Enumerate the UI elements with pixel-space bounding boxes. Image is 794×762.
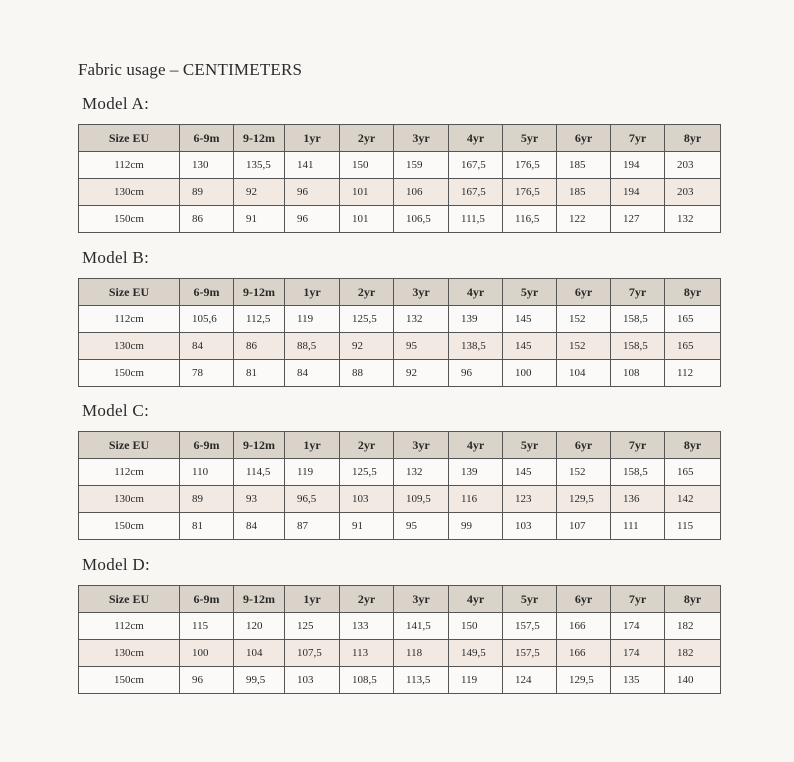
fabric-value-cell: 139 [449, 459, 503, 486]
fabric-value-cell: 84 [234, 513, 285, 540]
fabric-value-cell: 99,5 [234, 667, 285, 694]
fabric-value-cell: 93 [234, 486, 285, 513]
fabric-value-cell: 203 [665, 152, 721, 179]
header-row [79, 586, 721, 613]
column-header-age: 7yr [611, 586, 665, 613]
column-header-age: 3yr [394, 125, 449, 152]
row-size-label: 130cm [79, 640, 180, 667]
column-header-age: 2yr [340, 279, 394, 306]
fabric-value-cell: 95 [394, 513, 449, 540]
fabric-value-cell: 127 [611, 206, 665, 233]
column-header-age: 8yr [665, 279, 721, 306]
column-header-age: 3yr [394, 279, 449, 306]
table-row [79, 640, 721, 667]
fabric-value-cell: 91 [234, 206, 285, 233]
table-row [79, 486, 721, 513]
fabric-value-cell: 100 [180, 640, 234, 667]
column-header-age: 5yr [503, 125, 557, 152]
table-row [79, 206, 721, 233]
fabric-value-cell: 78 [180, 360, 234, 387]
column-header-age: 4yr [449, 125, 503, 152]
row-size-label: 150cm [79, 360, 180, 387]
column-header-age: 9-12m [234, 586, 285, 613]
fabric-value-cell: 99 [449, 513, 503, 540]
column-header-age: 8yr [665, 125, 721, 152]
fabric-value-cell: 182 [665, 613, 721, 640]
fabric-value-cell: 176,5 [503, 152, 557, 179]
column-header-age: 4yr [449, 586, 503, 613]
fabric-value-cell: 112 [665, 360, 721, 387]
row-size-label: 130cm [79, 486, 180, 513]
fabric-value-cell: 118 [394, 640, 449, 667]
fabric-value-cell: 132 [665, 206, 721, 233]
fabric-value-cell: 166 [557, 640, 611, 667]
row-size-label: 150cm [79, 513, 180, 540]
model-c-label: Model C: [82, 401, 150, 420]
fabric-value-cell: 159 [394, 152, 449, 179]
fabric-value-cell: 185 [557, 179, 611, 206]
column-header-age: 1yr [285, 125, 340, 152]
fabric-value-cell: 107 [557, 513, 611, 540]
row-size-label: 150cm [79, 667, 180, 694]
fabric-value-cell: 176,5 [503, 179, 557, 206]
fabric-value-cell: 105,6 [180, 306, 234, 333]
column-header-age: 4yr [449, 432, 503, 459]
fabric-value-cell: 174 [611, 640, 665, 667]
fabric-value-cell: 152 [557, 459, 611, 486]
fabric-value-cell: 103 [340, 486, 394, 513]
fabric-value-cell: 104 [234, 640, 285, 667]
fabric-value-cell: 203 [665, 179, 721, 206]
fabric-value-cell: 103 [503, 513, 557, 540]
fabric-value-cell: 116 [449, 486, 503, 513]
fabric-value-cell: 165 [665, 333, 721, 360]
column-header-age: 6-9m [180, 125, 234, 152]
fabric-value-cell: 141,5 [394, 613, 449, 640]
fabric-value-cell: 129,5 [557, 667, 611, 694]
fabric-value-cell: 129,5 [557, 486, 611, 513]
table-row [79, 333, 721, 360]
column-header-age: 6yr [557, 125, 611, 152]
fabric-value-cell: 150 [340, 152, 394, 179]
table-row [79, 360, 721, 387]
header-row [79, 125, 721, 152]
column-header-age: 7yr [611, 279, 665, 306]
fabric-value-cell: 96 [449, 360, 503, 387]
model-a-label: Model A: [82, 94, 150, 113]
fabric-value-cell: 194 [611, 152, 665, 179]
fabric-value-cell: 119 [285, 306, 340, 333]
fabric-value-cell: 122 [557, 206, 611, 233]
fabric-value-cell: 114,5 [234, 459, 285, 486]
column-header-age: 5yr [503, 432, 557, 459]
model-c-table [78, 431, 721, 540]
column-header-size: Size EU [79, 586, 180, 613]
fabric-value-cell: 88 [340, 360, 394, 387]
fabric-value-cell: 96 [285, 206, 340, 233]
column-header-age: 8yr [665, 432, 721, 459]
fabric-value-cell: 109,5 [394, 486, 449, 513]
column-header-age: 6-9m [180, 586, 234, 613]
column-header-age: 9-12m [234, 432, 285, 459]
fabric-value-cell: 142 [665, 486, 721, 513]
fabric-value-cell: 92 [340, 333, 394, 360]
table-row [79, 513, 721, 540]
fabric-value-cell: 112,5 [234, 306, 285, 333]
column-header-age: 9-12m [234, 125, 285, 152]
fabric-value-cell: 136 [611, 486, 665, 513]
fabric-value-cell: 145 [503, 459, 557, 486]
fabric-value-cell: 113,5 [394, 667, 449, 694]
row-size-label: 130cm [79, 179, 180, 206]
column-header-age: 6yr [557, 432, 611, 459]
fabric-value-cell: 104 [557, 360, 611, 387]
column-header-age: 3yr [394, 432, 449, 459]
fabric-value-cell: 157,5 [503, 613, 557, 640]
row-size-label: 112cm [79, 613, 180, 640]
fabric-value-cell: 149,5 [449, 640, 503, 667]
fabric-value-cell: 145 [503, 333, 557, 360]
row-size-label: 112cm [79, 459, 180, 486]
fabric-value-cell: 150 [449, 613, 503, 640]
fabric-value-cell: 87 [285, 513, 340, 540]
row-size-label: 112cm [79, 152, 180, 179]
fabric-value-cell: 141 [285, 152, 340, 179]
fabric-value-cell: 166 [557, 613, 611, 640]
fabric-value-cell: 182 [665, 640, 721, 667]
column-header-age: 2yr [340, 586, 394, 613]
column-header-age: 4yr [449, 279, 503, 306]
column-header-age: 2yr [340, 432, 394, 459]
fabric-value-cell: 96 [285, 179, 340, 206]
fabric-value-cell: 108 [611, 360, 665, 387]
fabric-value-cell: 86 [234, 333, 285, 360]
model-d-label: Model D: [82, 555, 151, 574]
column-header-age: 6yr [557, 279, 611, 306]
column-header-size: Size EU [79, 279, 180, 306]
fabric-value-cell: 140 [665, 667, 721, 694]
fabric-value-cell: 115 [665, 513, 721, 540]
fabric-value-cell: 86 [180, 206, 234, 233]
fabric-value-cell: 113 [340, 640, 394, 667]
fabric-value-cell: 132 [394, 306, 449, 333]
fabric-value-cell: 157,5 [503, 640, 557, 667]
model-b-table [78, 278, 721, 387]
table-row [79, 613, 721, 640]
fabric-value-cell: 125 [285, 613, 340, 640]
fabric-value-cell: 194 [611, 179, 665, 206]
fabric-value-cell: 152 [557, 333, 611, 360]
fabric-value-cell: 165 [665, 459, 721, 486]
fabric-value-cell: 111,5 [449, 206, 503, 233]
fabric-value-cell: 174 [611, 613, 665, 640]
fabric-value-cell: 185 [557, 152, 611, 179]
column-header-size: Size EU [79, 125, 180, 152]
row-size-label: 130cm [79, 333, 180, 360]
fabric-value-cell: 84 [285, 360, 340, 387]
fabric-value-cell: 91 [340, 513, 394, 540]
fabric-value-cell: 103 [285, 667, 340, 694]
table-row [79, 306, 721, 333]
fabric-value-cell: 167,5 [449, 152, 503, 179]
column-header-age: 6-9m [180, 432, 234, 459]
column-header-size: Size EU [79, 432, 180, 459]
fabric-value-cell: 107,5 [285, 640, 340, 667]
fabric-value-cell: 138,5 [449, 333, 503, 360]
table-row [79, 667, 721, 694]
fabric-value-cell: 125,5 [340, 459, 394, 486]
column-header-age: 6-9m [180, 279, 234, 306]
table-row [79, 152, 721, 179]
fabric-value-cell: 135 [611, 667, 665, 694]
model-d-table [78, 585, 721, 694]
fabric-value-cell: 108,5 [340, 667, 394, 694]
column-header-age: 6yr [557, 586, 611, 613]
fabric-value-cell: 119 [285, 459, 340, 486]
fabric-value-cell: 96 [180, 667, 234, 694]
table-row [79, 179, 721, 206]
header-row [79, 432, 721, 459]
fabric-value-cell: 111 [611, 513, 665, 540]
table-row [79, 459, 721, 486]
fabric-value-cell: 96,5 [285, 486, 340, 513]
column-header-age: 8yr [665, 586, 721, 613]
fabric-value-cell: 95 [394, 333, 449, 360]
fabric-value-cell: 92 [234, 179, 285, 206]
fabric-value-cell: 124 [503, 667, 557, 694]
model-b-label: Model B: [82, 248, 150, 267]
column-header-age: 7yr [611, 432, 665, 459]
title-unit: CENTIMETERS [182, 60, 303, 79]
fabric-value-cell: 135,5 [234, 152, 285, 179]
row-size-label: 112cm [79, 306, 180, 333]
fabric-value-cell: 133 [340, 613, 394, 640]
fabric-value-cell: 158,5 [611, 459, 665, 486]
page-title [78, 60, 302, 80]
fabric-value-cell: 116,5 [503, 206, 557, 233]
fabric-value-cell: 139 [449, 306, 503, 333]
column-header-age: 1yr [285, 279, 340, 306]
column-header-age: 2yr [340, 125, 394, 152]
fabric-value-cell: 158,5 [611, 306, 665, 333]
fabric-value-cell: 123 [503, 486, 557, 513]
title-prefix: Fabric usage – [78, 60, 183, 79]
fabric-value-cell: 89 [180, 486, 234, 513]
fabric-value-cell: 100 [503, 360, 557, 387]
fabric-value-cell: 165 [665, 306, 721, 333]
fabric-value-cell: 88,5 [285, 333, 340, 360]
fabric-value-cell: 81 [234, 360, 285, 387]
column-header-age: 9-12m [234, 279, 285, 306]
fabric-value-cell: 110 [180, 459, 234, 486]
fabric-value-cell: 158,5 [611, 333, 665, 360]
column-header-age: 3yr [394, 586, 449, 613]
fabric-value-cell: 81 [180, 513, 234, 540]
column-header-age: 5yr [503, 586, 557, 613]
fabric-value-cell: 84 [180, 333, 234, 360]
fabric-value-cell: 167,5 [449, 179, 503, 206]
fabric-value-cell: 132 [394, 459, 449, 486]
column-header-age: 5yr [503, 279, 557, 306]
column-header-age: 1yr [285, 586, 340, 613]
fabric-value-cell: 119 [449, 667, 503, 694]
fabric-value-cell: 101 [340, 179, 394, 206]
fabric-value-cell: 101 [340, 206, 394, 233]
fabric-value-cell: 125,5 [340, 306, 394, 333]
fabric-value-cell: 115 [180, 613, 234, 640]
fabric-value-cell: 92 [394, 360, 449, 387]
model-a-table [78, 124, 721, 233]
fabric-value-cell: 152 [557, 306, 611, 333]
row-size-label: 150cm [79, 206, 180, 233]
fabric-value-cell: 106,5 [394, 206, 449, 233]
fabric-value-cell: 120 [234, 613, 285, 640]
fabric-value-cell: 130 [180, 152, 234, 179]
column-header-age: 1yr [285, 432, 340, 459]
fabric-value-cell: 145 [503, 306, 557, 333]
fabric-value-cell: 89 [180, 179, 234, 206]
header-row [79, 279, 721, 306]
fabric-value-cell: 106 [394, 179, 449, 206]
column-header-age: 7yr [611, 125, 665, 152]
